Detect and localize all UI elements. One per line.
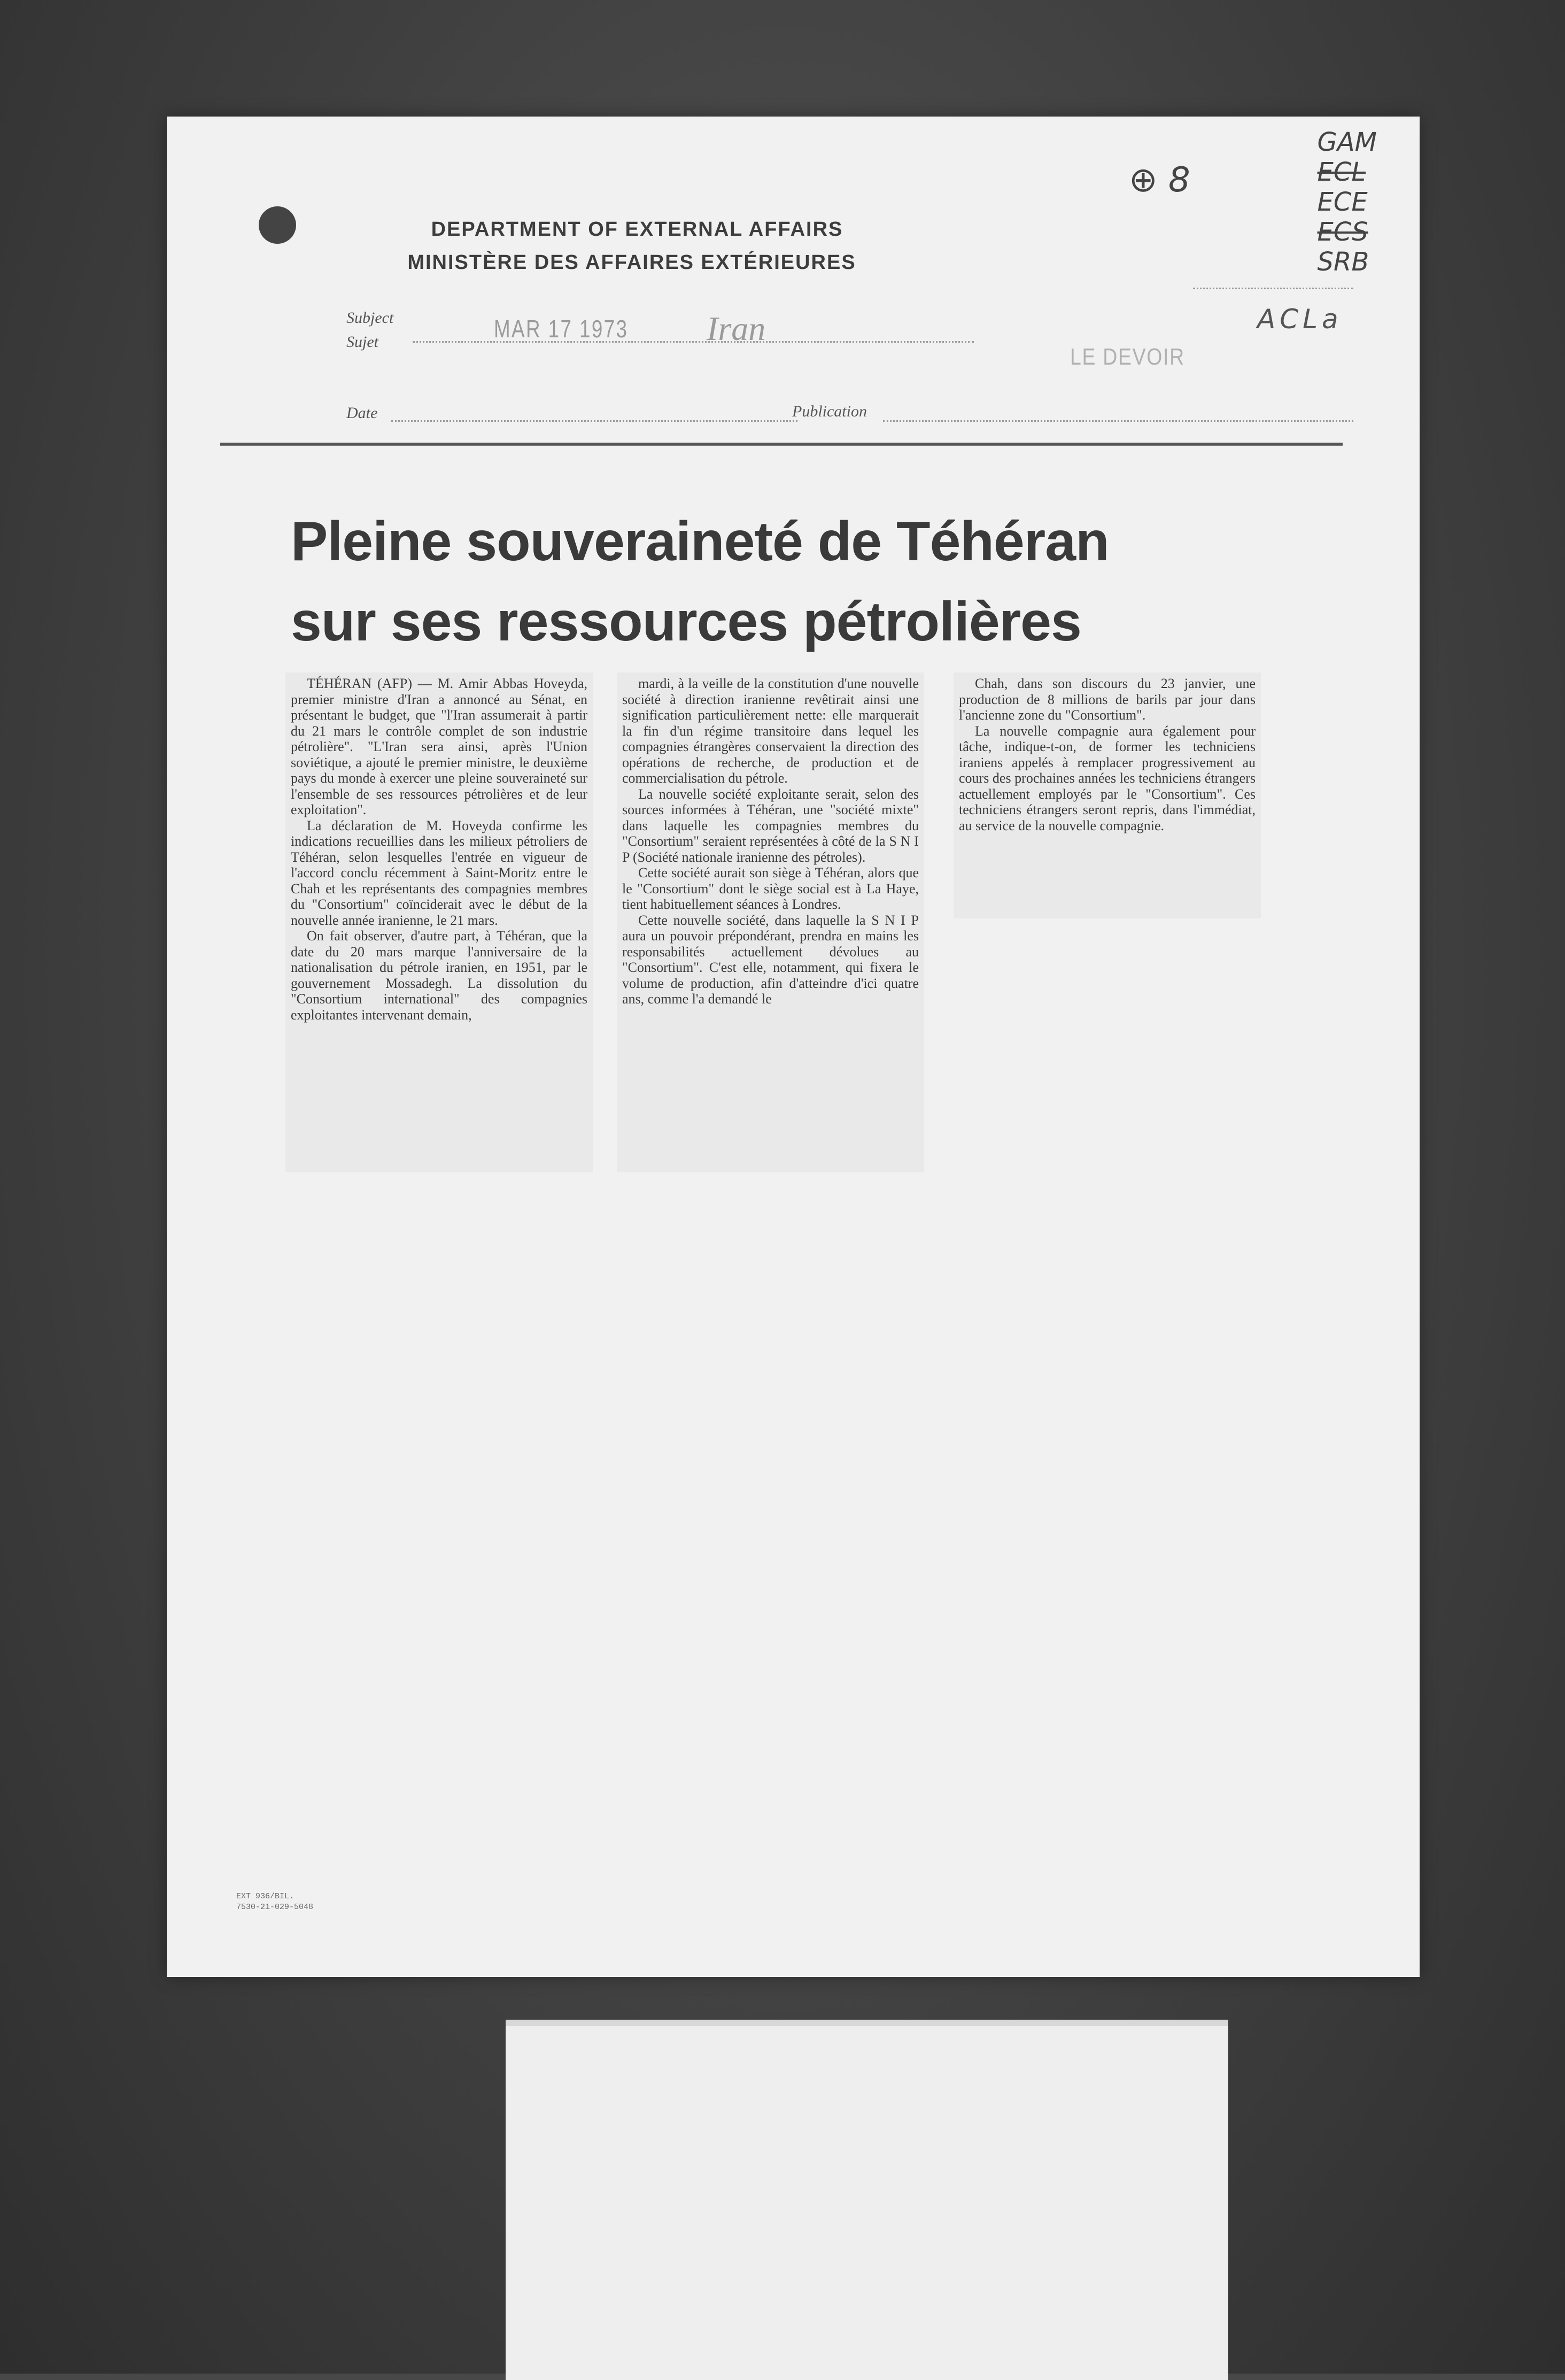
distribution-code: GAM (1317, 127, 1377, 157)
article-paragraph: La nouvelle compagnie aura également pour tâche, indique-t-on, de former les techniciens iraniens appelés à remplacer progressivement au cours des prochaines années les techniciens étrangers actuellement employés par le "Consortium". Ces techniciens étrangers seront repris, dans l'immédiat, au service de la nouvelle compagnie. (959, 723, 1256, 833)
distribution-line (1193, 288, 1353, 289)
sujet-label: Sujet (346, 333, 378, 351)
date-stamp: MAR 17 1973 (494, 315, 629, 343)
handwritten-file-mark: ⊕ 8 (1129, 160, 1190, 200)
headline-line-1: Pleine souveraineté de Téhéran (291, 511, 1109, 573)
header-rule (220, 443, 1343, 446)
form-code-line: EXT 936/BIL. (236, 1892, 295, 1901)
handwritten-distribution-codes (1318, 127, 1377, 277)
form-code-line: 7530-21-029-5048 (236, 1903, 314, 1912)
newspaper-clipping (285, 501, 1280, 1293)
distribution-code: ECS (1317, 217, 1368, 247)
article-paragraph: Cette nouvelle société, dans laquelle la S N I P aura un pouvoir prépondérant, prendra en mains les responsabilités actuellement dévolues au "Consortium". C'est elle, notamment, qui fixera le volume de production, afin d'atteindre d'ici quatre ans, comme l'a demandé le (622, 912, 919, 1007)
department-name-english: DEPARTMENT OF EXTERNAL AFFAIRS (431, 218, 843, 241)
article-paragraph: On fait observer, d'autre part, à Téhéran, que la date du 20 mars marque l'anniversaire de la nationalisation du pétrole iranien, en 1951, par le gouvernement Mossadegh. La dissolution du "Consortium international" des compagnies exploitantes intervenant demain, (291, 928, 587, 1023)
subject-label: Subject (346, 309, 394, 327)
department-name-french: MINISTÈRE DES AFFAIRES EXTÉRIEURES (407, 251, 856, 274)
envelope-below-sheet (506, 2020, 1228, 2380)
distribution-code: SRB (1317, 247, 1369, 277)
article-column-2 (617, 673, 924, 1172)
clipping-form-sheet (167, 117, 1420, 1977)
date-label: Date (346, 404, 378, 422)
article-paragraph: La déclaration de M. Hoveyda confirme les indications recueillies dans les milieux pétroliers de Téhéran, selon lesquelles l'entrée en vigueur de l'accord conclu récemment à Saint-Moritz entre le Chah et les représentants des compagnies membres du "Consortium" coïnciderait avec le début de la nouvelle année iranienne, le 21 mars. (291, 817, 587, 928)
article-column-3 (954, 673, 1261, 918)
article-paragraph: mardi, à la veille de la constitution d'une nouvelle société à direction iranienne revêtirait ainsi une signification particulièrement nette: elle marquerait la fin d'un régime transitoire dans lequel les compagnies étrangères conservaient la direction des opérations de recherche, de production et de commercialisation du pétrole. (622, 676, 919, 786)
date-line (391, 420, 797, 422)
handwritten-subject: Iran (707, 310, 766, 347)
clipping-headline (291, 501, 1285, 662)
article-paragraph: TÉHÉRAN (AFP) — M. Amir Abbas Hoveyda, premier ministre d'Iran a annoncé au Sénat, en présentant le budget, que "l'Iran assumerait à partir du 21 mars le contrôle complet de son industrie pétrolière". "L'Iran sera ainsi, après l'Union soviétique, a ajouté le premier ministre, le deuxième pays du monde à exercer une pleine souveraineté sur l'ensemble de ses ressources pétrolières et de leur exploitation". (291, 676, 587, 817)
article-paragraph: Chah, dans son discours du 23 janvier, une production de 8 millions de barils par jour dans l'ancienne zone du "Consortium". (959, 676, 1256, 723)
form-code (236, 1891, 313, 1913)
distribution-code: ECL (1317, 157, 1366, 187)
publication-stamp: LE DEVOIR (1070, 344, 1185, 370)
headline-line-2: sur ses ressources pétrolières (291, 591, 1081, 653)
article-column-1 (285, 673, 593, 1172)
article-paragraph: La nouvelle société exploitante serait, selon des sources informées à Téhéran, une "société mixte" dans laquelle les compagnies membres du "Consortium" seraient représentées à côté de la S N I P (Société nationale iranienne des pétroles). (622, 786, 919, 865)
handwritten-routing-note: ACLa (1257, 304, 1343, 335)
publication-label: Publication (792, 403, 867, 420)
distribution-code: ECE (1317, 187, 1368, 217)
publication-line (883, 420, 1353, 422)
article-paragraph: Cette société aurait son siège à Téhéran, alors que le "Consortium" dont le siège social est à La Haye, tient habituellement séances à Londres. (622, 865, 919, 912)
